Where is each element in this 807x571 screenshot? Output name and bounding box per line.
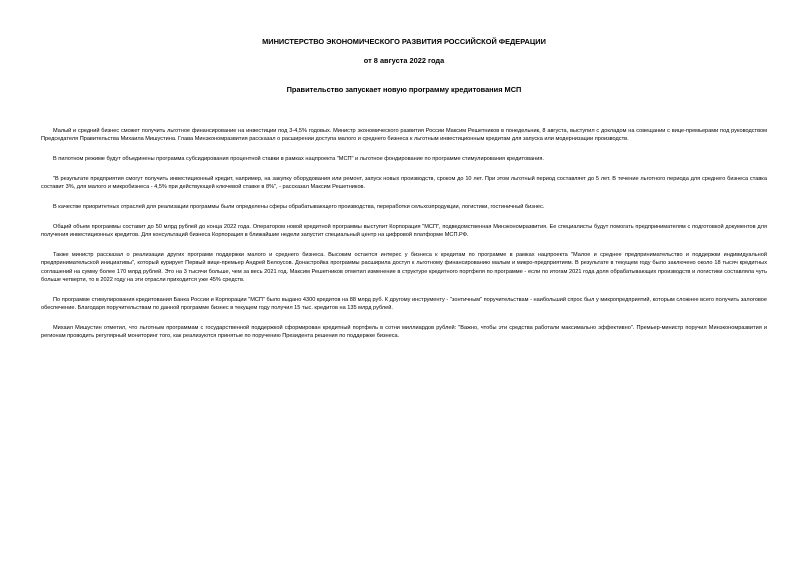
paragraph: Общий объем программы составит до 50 млрд рублей до конца 2022 года. Оператором новой кредитной программы выступит Корпорация "МСП", подведомственная Минэкономразвития. Ее специалисты будут помогать предпринимателям с подготовкой документов для получения инвестиционных кредитов. Для консультаций бизнеса Корпорация в ближайшие недели запустит специальный центр на цифровой платформе МСП.РФ.	[41, 223, 767, 239]
paragraph: Михаил Мишустин отметил, что льготным программам с государственной поддержкой сформирован кредитный портфель в сотни миллиардов рублей: "Важно, чтобы эти средства работали максимально эффективно". Премьер-министр поручил Минэкономразвития и регионам проводить регулярный мониторинг того, как реализуются принятые по поручению Президента решения по поддержке бизнеса.	[41, 324, 767, 340]
paragraph: Также министр рассказал о реализации других программ поддержки малого и среднего бизнеса. Высоким остается интерес у бизнеса к кредитам по программе в рамках нацпроекта "Малое и среднее предпринимательство и поддержки индивидуальной предпринимательской инициативы", который курирует Первый вице-премьер Андрей Белоусов. Донастройка программы расширила доступ к льготному финансированию малым и микро-предприятиям. В результате в текущем году было заключено около 18 тысяч кредитных соглашений на сумму более 170 млрд рублей. Это на 3 тысячи больше, чем за весь 2021 год. Максим Решетников отметил изменение в структуре кредитного портфеля по программе - если по итогам 2021 года доля обрабатывающих производств и логистики составляла чуть больше четверти, то в 2022 году на эти отрасли приходится уже 45% средств.	[41, 251, 767, 283]
paragraph: "В результате предприятия смогут получить инвестиционный кредит, например, на закупку оборудования или ремонт, запуск новых производств, сроком до 10 лет. При этом льготный период составляет до 5 лет. В течение льготного периода для среднего бизнеса ставка составит 3%, для малого и микробизнеса - 4,5% при действующей ключевой ставке в 8%", - рассказал Максим Решетников.	[41, 175, 767, 191]
document-date: от 8 августа 2022 года	[363, 56, 445, 65]
paragraph: В качестве приоритетных отраслей для реализации программы были определены сферы обрабатывающего производства, переработки сельхозпродукции, логистики, гостиничный бизнес.	[53, 203, 545, 210]
paragraph: По программе стимулирования кредитования Банка России и Корпорации "МСП" было выдано 4300 кредитов на 88 млрд руб. К другому инструменту - "зонтичным" поручительствам - наибольший спрос был у микропредприятий, которым сложнее всего получить залоговое обеспечение. Благодаря поручительствам по данной программе бизнес в текущем году получил 15 тыс. кредитов на 135 млрд рублей.	[41, 296, 767, 312]
paragraph: Малый и средний бизнес сможет получить льготное финансирование на инвестиции под 3-4,5% годовых. Министр экономического развития России Максим Решетников в понедельник, 8 августа, выступил с докладом на совещании с вице-премьерами под руководством Председателя Правительства Михаила Мишустина. Глава Минэкономразвития рассказал о расширении доступа малого и среднего бизнеса к льготным инвестиционным кредитам для запуска или модернизации производств.	[41, 128, 767, 143]
document-body	[41, 127, 767, 352]
document-headline: Правительство запускает новую программу кредитования МСП	[286, 85, 522, 94]
paragraph: В пилотном режиме будут объединены программа субсидирования процентной ставки в рамках нацпроекта "МСП" и льготное фондирование по программе стимулирования кредитования.	[53, 156, 544, 163]
ministry-name: МИНИСТЕРСТВО ЭКОНОМИЧЕСКОГО РАЗВИТИЯ РОССИЙСКОЙ ФЕДЕРАЦИИ	[262, 37, 546, 46]
